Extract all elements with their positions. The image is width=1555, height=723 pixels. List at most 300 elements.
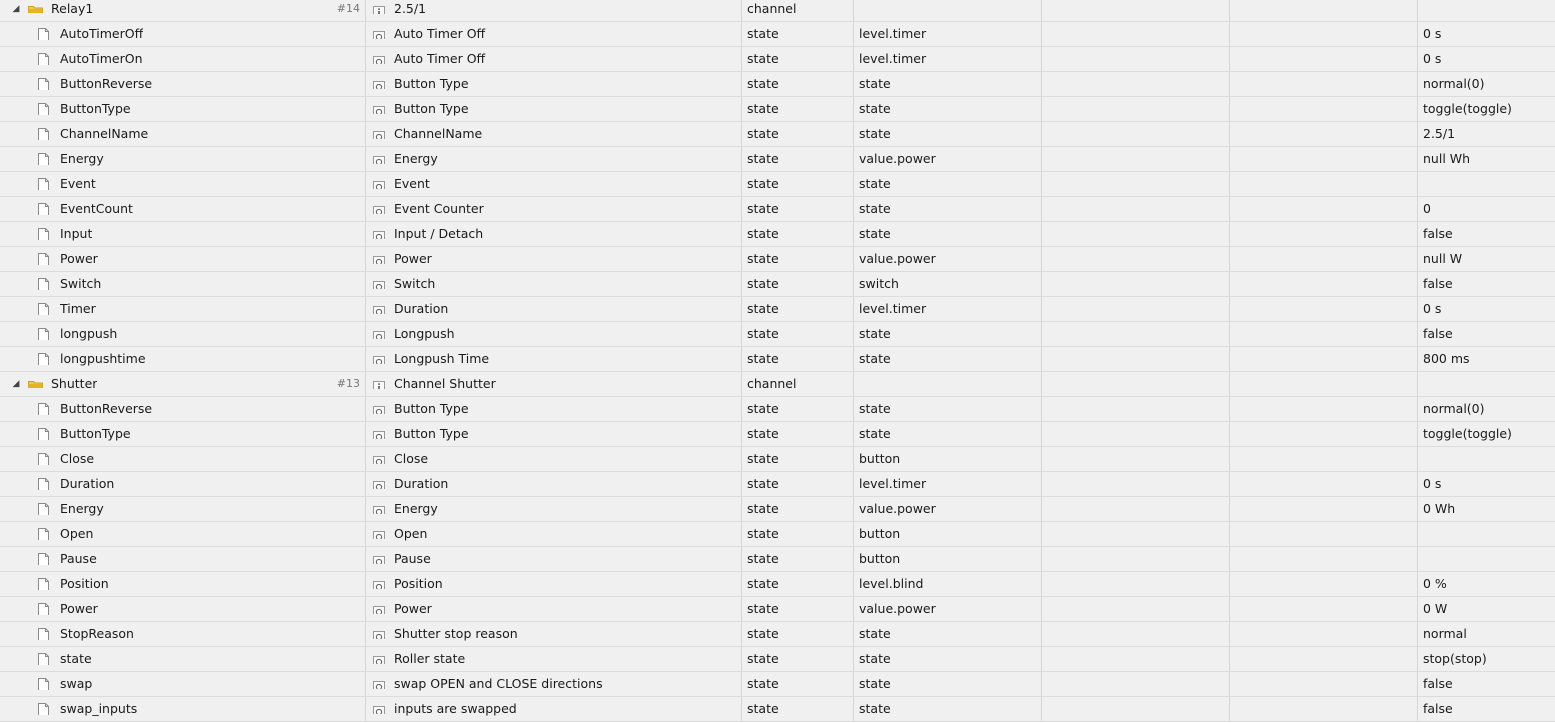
object-type: state bbox=[747, 501, 779, 516]
file-icon bbox=[38, 526, 49, 540]
tree-row-state[interactable] bbox=[0, 422, 1555, 447]
tree-row-state[interactable] bbox=[0, 197, 1555, 222]
object-name: StopReason bbox=[60, 626, 134, 641]
column-divider bbox=[1417, 372, 1418, 396]
object-role: state bbox=[859, 176, 891, 191]
column-divider bbox=[365, 272, 366, 296]
tree-row-state[interactable] bbox=[0, 472, 1555, 497]
object-value[interactable]: 0 s bbox=[1423, 476, 1442, 491]
column-divider bbox=[365, 147, 366, 171]
object-name: longpush bbox=[60, 326, 118, 341]
column-divider bbox=[1417, 472, 1418, 496]
column-divider bbox=[365, 297, 366, 321]
column-divider bbox=[1417, 72, 1418, 96]
column-divider bbox=[365, 247, 366, 271]
tree-row-state[interactable] bbox=[0, 322, 1555, 347]
column-divider bbox=[1229, 297, 1230, 321]
column-divider bbox=[1041, 647, 1042, 671]
object-name: ButtonType bbox=[60, 101, 131, 116]
object-title: Switch bbox=[394, 276, 436, 291]
object-value[interactable]: 0 s bbox=[1423, 301, 1442, 316]
state-icon bbox=[373, 252, 385, 264]
object-role: level.timer bbox=[859, 26, 927, 41]
object-name: Duration bbox=[60, 476, 115, 491]
state-icon bbox=[373, 152, 385, 164]
object-value[interactable]: false bbox=[1423, 276, 1453, 291]
object-role: state bbox=[859, 226, 891, 241]
object-role: value.power bbox=[859, 501, 936, 516]
state-icon bbox=[373, 352, 385, 364]
object-role bbox=[859, 372, 1034, 396]
column-divider bbox=[365, 572, 366, 596]
object-type: channel bbox=[747, 376, 797, 391]
tree-row-state[interactable] bbox=[0, 347, 1555, 372]
tree-row-state[interactable] bbox=[0, 597, 1555, 622]
column-divider bbox=[1417, 497, 1418, 521]
file-icon bbox=[38, 426, 49, 440]
state-icon bbox=[373, 427, 385, 439]
column-divider bbox=[741, 147, 742, 171]
column-divider bbox=[741, 372, 742, 396]
column-divider bbox=[1417, 147, 1418, 171]
object-role: level.timer bbox=[859, 51, 927, 66]
object-type: state bbox=[747, 101, 779, 116]
file-icon bbox=[38, 601, 49, 615]
tree-row-state[interactable] bbox=[0, 47, 1555, 72]
object-name: ChannelName bbox=[60, 126, 149, 141]
object-name: Switch bbox=[60, 276, 102, 291]
column-divider bbox=[1229, 97, 1230, 121]
column-divider bbox=[365, 322, 366, 346]
object-type: channel bbox=[747, 1, 797, 16]
tree-row-state[interactable] bbox=[0, 172, 1555, 197]
column-divider bbox=[1229, 472, 1230, 496]
file-icon bbox=[38, 551, 49, 565]
column-divider bbox=[1417, 647, 1418, 671]
object-title: Event bbox=[394, 176, 430, 191]
object-value[interactable]: false bbox=[1423, 326, 1453, 341]
object-value[interactable]: toggle(toggle) bbox=[1423, 426, 1512, 441]
file-icon bbox=[38, 201, 49, 215]
expand-toggle-icon[interactable]: ◢ bbox=[12, 4, 20, 14]
object-title: Input / Detach bbox=[394, 226, 484, 241]
object-name: swap bbox=[60, 676, 93, 691]
column-divider bbox=[741, 547, 742, 571]
tree-row-state[interactable] bbox=[0, 397, 1555, 422]
state-icon bbox=[373, 677, 385, 689]
column-divider bbox=[365, 547, 366, 571]
object-value[interactable]: normal(0) bbox=[1423, 401, 1485, 416]
column-divider bbox=[1229, 497, 1230, 521]
object-value[interactable]: false bbox=[1423, 701, 1453, 716]
column-divider bbox=[1229, 547, 1230, 571]
file-icon bbox=[38, 26, 49, 40]
column-divider bbox=[741, 172, 742, 196]
column-divider bbox=[1417, 547, 1418, 571]
column-divider bbox=[1417, 572, 1418, 596]
column-divider bbox=[1041, 622, 1042, 646]
object-title: Energy bbox=[394, 501, 438, 516]
column-divider bbox=[365, 422, 366, 446]
object-title: swap OPEN and CLOSE directions bbox=[394, 676, 603, 691]
column-divider bbox=[1417, 447, 1418, 471]
object-type: state bbox=[747, 401, 779, 416]
object-value[interactable]: null W bbox=[1423, 251, 1463, 266]
column-divider bbox=[1229, 147, 1230, 171]
object-role: state bbox=[859, 401, 891, 416]
column-divider bbox=[741, 697, 742, 721]
tree-row-state[interactable] bbox=[0, 72, 1555, 97]
column-divider bbox=[1041, 322, 1042, 346]
object-name: Timer bbox=[60, 301, 96, 316]
state-icon bbox=[373, 477, 385, 489]
object-role: state bbox=[859, 126, 891, 141]
column-divider bbox=[741, 622, 742, 646]
column-divider bbox=[741, 197, 742, 221]
tree-row-state[interactable] bbox=[0, 297, 1555, 322]
object-value[interactable]: 0 % bbox=[1423, 576, 1447, 591]
object-value[interactable]: stop(stop) bbox=[1423, 651, 1487, 666]
tree-row-state[interactable] bbox=[0, 247, 1555, 272]
column-divider bbox=[1229, 272, 1230, 296]
column-divider bbox=[1417, 22, 1418, 46]
tree-row-state[interactable] bbox=[0, 222, 1555, 247]
column-divider bbox=[853, 347, 854, 371]
column-divider bbox=[1041, 672, 1042, 696]
object-name: Open bbox=[60, 526, 94, 541]
column-divider bbox=[365, 0, 366, 21]
file-icon bbox=[38, 701, 49, 715]
tree-row-state[interactable] bbox=[0, 672, 1555, 697]
object-value[interactable]: 800 ms bbox=[1423, 351, 1470, 366]
column-divider bbox=[1041, 0, 1042, 21]
object-type: state bbox=[747, 76, 779, 91]
column-divider bbox=[853, 322, 854, 346]
object-type: state bbox=[747, 426, 779, 441]
column-divider bbox=[1417, 347, 1418, 371]
column-divider bbox=[365, 97, 366, 121]
state-icon bbox=[373, 602, 385, 614]
object-role: button bbox=[859, 551, 901, 566]
column-divider bbox=[1229, 597, 1230, 621]
object-name: AutoTimerOn bbox=[60, 51, 143, 66]
tree-row-state[interactable] bbox=[0, 497, 1555, 522]
object-type: state bbox=[747, 176, 779, 191]
object-name: Event bbox=[60, 176, 96, 191]
object-role: value.power bbox=[859, 151, 936, 166]
column-divider bbox=[853, 572, 854, 596]
column-divider bbox=[1229, 72, 1230, 96]
object-title: Auto Timer Off bbox=[394, 26, 486, 41]
column-divider bbox=[741, 72, 742, 96]
object-title: Button Type bbox=[394, 101, 469, 116]
object-title: Duration bbox=[394, 476, 449, 491]
column-divider bbox=[853, 672, 854, 696]
column-divider bbox=[853, 72, 854, 96]
column-divider bbox=[853, 197, 854, 221]
object-role: state bbox=[859, 76, 891, 91]
column-divider bbox=[1041, 697, 1042, 721]
tree-row-state[interactable] bbox=[0, 547, 1555, 572]
object-name: Power bbox=[60, 601, 98, 616]
column-divider bbox=[1041, 172, 1042, 196]
object-title: Channel Shutter bbox=[394, 376, 496, 391]
file-icon bbox=[38, 351, 49, 365]
column-divider bbox=[1417, 422, 1418, 446]
column-divider bbox=[1417, 597, 1418, 621]
tree-row-state[interactable] bbox=[0, 147, 1555, 172]
column-divider bbox=[365, 447, 366, 471]
object-value bbox=[1423, 0, 1553, 21]
column-divider bbox=[1041, 372, 1042, 396]
column-divider bbox=[741, 322, 742, 346]
column-divider bbox=[1417, 322, 1418, 346]
state-icon bbox=[373, 652, 385, 664]
column-divider bbox=[741, 672, 742, 696]
object-value[interactable]: normal(0) bbox=[1423, 76, 1485, 91]
object-role: state bbox=[859, 676, 891, 691]
column-divider bbox=[853, 272, 854, 296]
column-divider bbox=[741, 497, 742, 521]
object-type: state bbox=[747, 651, 779, 666]
column-divider bbox=[365, 647, 366, 671]
column-divider bbox=[741, 47, 742, 71]
object-type: state bbox=[747, 351, 779, 366]
object-value[interactable]: 0 bbox=[1423, 201, 1431, 216]
object-value[interactable]: null Wh bbox=[1423, 151, 1471, 166]
object-type: state bbox=[747, 301, 779, 316]
object-name: Position bbox=[60, 576, 109, 591]
object-role: state bbox=[859, 651, 891, 666]
state-icon bbox=[373, 77, 385, 89]
column-divider bbox=[1041, 422, 1042, 446]
object-title: Power bbox=[394, 251, 432, 266]
column-divider bbox=[1041, 522, 1042, 546]
column-divider bbox=[853, 47, 854, 71]
object-name: EventCount bbox=[60, 201, 133, 216]
object-type: state bbox=[747, 451, 779, 466]
column-divider bbox=[365, 122, 366, 146]
column-divider bbox=[1229, 372, 1230, 396]
tree-row-state[interactable] bbox=[0, 122, 1555, 147]
column-divider bbox=[741, 297, 742, 321]
tree-row-channel[interactable] bbox=[0, 0, 1555, 22]
tree-row-state[interactable] bbox=[0, 22, 1555, 47]
column-divider bbox=[853, 597, 854, 621]
object-role: level.blind bbox=[859, 576, 924, 591]
file-icon bbox=[38, 151, 49, 165]
object-value[interactable]: toggle(toggle) bbox=[1423, 101, 1512, 116]
info-icon bbox=[373, 377, 385, 389]
column-divider bbox=[1229, 422, 1230, 446]
tree-row-state[interactable] bbox=[0, 97, 1555, 122]
object-role: button bbox=[859, 526, 901, 541]
column-divider bbox=[853, 447, 854, 471]
column-divider bbox=[365, 47, 366, 71]
object-value[interactable] bbox=[1423, 447, 1553, 471]
column-divider bbox=[853, 122, 854, 146]
column-divider bbox=[741, 0, 742, 21]
column-divider bbox=[1041, 597, 1042, 621]
object-type: state bbox=[747, 576, 779, 591]
object-role: value.power bbox=[859, 251, 936, 266]
column-divider bbox=[1041, 222, 1042, 246]
column-divider bbox=[1417, 97, 1418, 121]
file-icon bbox=[38, 676, 49, 690]
column-divider bbox=[853, 547, 854, 571]
column-divider bbox=[1417, 247, 1418, 271]
column-divider bbox=[365, 347, 366, 371]
object-value[interactable]: normal bbox=[1423, 626, 1467, 641]
column-divider bbox=[365, 172, 366, 196]
column-divider bbox=[741, 97, 742, 121]
tree-row-state[interactable] bbox=[0, 697, 1555, 722]
column-divider bbox=[853, 222, 854, 246]
state-icon bbox=[373, 552, 385, 564]
column-divider bbox=[741, 597, 742, 621]
column-divider bbox=[1229, 172, 1230, 196]
column-divider bbox=[365, 622, 366, 646]
column-divider bbox=[365, 522, 366, 546]
state-icon bbox=[373, 627, 385, 639]
column-divider bbox=[853, 522, 854, 546]
column-divider bbox=[1417, 0, 1418, 21]
column-divider bbox=[1417, 697, 1418, 721]
column-divider bbox=[1229, 322, 1230, 346]
object-name: Pause bbox=[60, 551, 97, 566]
column-divider bbox=[741, 22, 742, 46]
column-divider bbox=[853, 297, 854, 321]
object-value[interactable]: false bbox=[1423, 226, 1453, 241]
state-icon bbox=[373, 452, 385, 464]
column-divider bbox=[853, 247, 854, 271]
tree-row-state[interactable] bbox=[0, 647, 1555, 672]
column-divider bbox=[853, 647, 854, 671]
tree-row-state[interactable] bbox=[0, 522, 1555, 547]
state-icon bbox=[373, 502, 385, 514]
column-divider bbox=[1229, 122, 1230, 146]
object-name: ButtonReverse bbox=[60, 76, 153, 91]
tree-row-state[interactable] bbox=[0, 572, 1555, 597]
object-title: Pause bbox=[394, 551, 431, 566]
column-divider bbox=[853, 172, 854, 196]
object-value[interactable]: 0 Wh bbox=[1423, 501, 1456, 516]
state-icon bbox=[373, 177, 385, 189]
tree-row-state[interactable] bbox=[0, 622, 1555, 647]
tree-row-channel[interactable] bbox=[0, 372, 1555, 397]
column-divider bbox=[365, 197, 366, 221]
column-divider bbox=[365, 497, 366, 521]
file-icon bbox=[38, 126, 49, 140]
column-divider bbox=[1041, 572, 1042, 596]
column-divider bbox=[853, 697, 854, 721]
object-name: Input bbox=[60, 226, 93, 241]
file-icon bbox=[38, 226, 49, 240]
object-title: Position bbox=[394, 576, 443, 591]
object-title: Longpush bbox=[394, 326, 455, 341]
object-value[interactable] bbox=[1423, 522, 1553, 546]
column-divider bbox=[741, 397, 742, 421]
tree-row-state[interactable] bbox=[0, 272, 1555, 297]
object-role: state bbox=[859, 701, 891, 716]
object-value[interactable]: 0 W bbox=[1423, 601, 1448, 616]
file-icon bbox=[38, 501, 49, 515]
column-divider bbox=[1041, 347, 1042, 371]
column-divider bbox=[365, 672, 366, 696]
object-name: Relay1 bbox=[51, 1, 94, 16]
object-name: AutoTimerOff bbox=[60, 26, 144, 41]
object-title: Auto Timer Off bbox=[394, 51, 486, 66]
expand-toggle-icon[interactable]: ◢ bbox=[12, 379, 20, 389]
object-type: state bbox=[747, 26, 779, 41]
column-divider bbox=[1041, 272, 1042, 296]
column-divider bbox=[365, 472, 366, 496]
object-name: Energy bbox=[60, 501, 104, 516]
column-divider bbox=[1041, 147, 1042, 171]
tree-row-state[interactable] bbox=[0, 447, 1555, 472]
column-divider bbox=[1417, 172, 1418, 196]
object-type: state bbox=[747, 601, 779, 616]
object-value[interactable]: 0 s bbox=[1423, 26, 1442, 41]
column-divider bbox=[1041, 497, 1042, 521]
file-icon bbox=[38, 251, 49, 265]
state-icon bbox=[373, 27, 385, 39]
object-count-badge: #13 bbox=[336, 377, 360, 390]
column-divider bbox=[853, 22, 854, 46]
object-role: state bbox=[859, 326, 891, 341]
object-value bbox=[1423, 372, 1553, 396]
object-type: state bbox=[747, 701, 779, 716]
object-name: swap_inputs bbox=[60, 701, 138, 716]
column-divider bbox=[1229, 647, 1230, 671]
object-value[interactable]: 2.5/1 bbox=[1423, 126, 1456, 141]
state-icon bbox=[373, 102, 385, 114]
column-divider bbox=[1041, 472, 1042, 496]
object-value[interactable] bbox=[1423, 547, 1553, 571]
object-name: state bbox=[60, 651, 92, 666]
column-divider bbox=[853, 0, 854, 21]
file-icon bbox=[38, 276, 49, 290]
object-value[interactable]: 0 s bbox=[1423, 51, 1442, 66]
object-title: Energy bbox=[394, 151, 438, 166]
object-type: state bbox=[747, 626, 779, 641]
file-icon bbox=[38, 101, 49, 115]
object-role: state bbox=[859, 626, 891, 641]
object-role: state bbox=[859, 101, 891, 116]
object-value[interactable] bbox=[1423, 172, 1553, 196]
column-divider bbox=[1229, 522, 1230, 546]
column-divider bbox=[1417, 47, 1418, 71]
object-title: Button Type bbox=[394, 76, 469, 91]
state-icon bbox=[373, 52, 385, 64]
state-icon bbox=[373, 227, 385, 239]
object-name: ButtonType bbox=[60, 426, 131, 441]
object-name: Shutter bbox=[51, 376, 98, 391]
column-divider bbox=[853, 372, 854, 396]
object-role bbox=[859, 0, 1034, 21]
column-divider bbox=[1229, 197, 1230, 221]
state-icon bbox=[373, 402, 385, 414]
object-value[interactable]: false bbox=[1423, 676, 1453, 691]
object-name: ButtonReverse bbox=[60, 401, 153, 416]
state-icon bbox=[373, 527, 385, 539]
column-divider bbox=[1229, 697, 1230, 721]
object-role: state bbox=[859, 201, 891, 216]
column-divider bbox=[1417, 522, 1418, 546]
object-title: Close bbox=[394, 451, 429, 466]
column-divider bbox=[741, 472, 742, 496]
object-role: value.power bbox=[859, 601, 936, 616]
